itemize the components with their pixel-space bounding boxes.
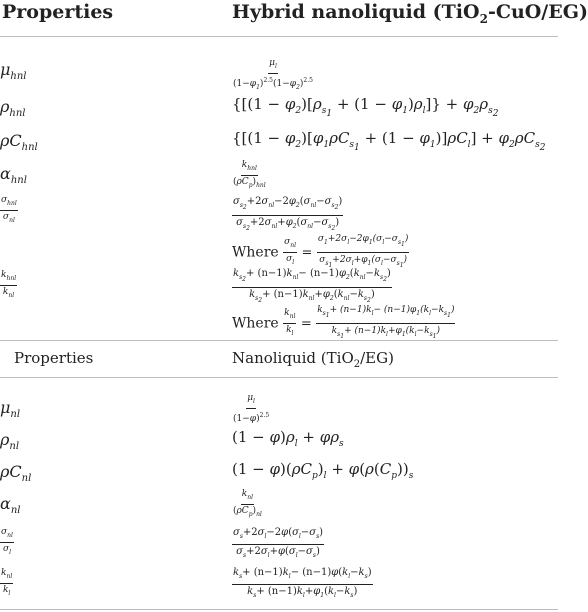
symbol-rho-hnl: $\rho_{hnl}$ xyxy=(0,97,26,120)
symbol-mu-nl: $\mu_{nl}$ xyxy=(0,398,21,421)
table-header xyxy=(0,0,588,37)
formula-k-hnl: $\frac{k_{s_2}+ (n-1)k_{nl}- (n-1)\varphi_2(k_{nl}-k_{s_2})}{k_{s_2}+ (n-1)k_{nl}+\varphi_2(k_{nl}-k_{s_2})}$ xyxy=(233,268,391,305)
header-hybrid-nanoliquid: Hybrid nanoliquid (TiO$_2$-CuO/EG) xyxy=(232,1,588,26)
formula-rho-nl: $(1 - \varphi)\rho_l + \varphi\rho_s$ xyxy=(232,428,344,449)
where-k-line: Where $\frac{k_{nl}}{k_l}$ = $\frac{k_{s_1}+ (n-1)k_l- (n-1)\varphi_1(k_l-k_{s_1})}{k_{s_1}+ (n-1)k_l+\varphi_1(k_l-k_{s_1})}$ xyxy=(232,305,455,340)
symbol-alpha-hnl: $\alpha_{hnl}$ xyxy=(0,164,27,187)
formula-alpha-nl: $\frac{k_{nl}}{(\rho C_p)_{nl}}$ xyxy=(233,489,262,518)
symbol-rhoc-nl: $\rho C_{nl}$ xyxy=(0,462,32,485)
symbol-alpha-nl: $\alpha_{nl}$ xyxy=(0,494,21,517)
section2-nanoliquid: Nanoliquid (TiO$_2$/EG) xyxy=(232,349,394,370)
where-word-2: Where xyxy=(232,315,279,332)
symbol-rhoc-hnl: $\rho C_{hnl}$ xyxy=(0,131,38,154)
header-properties: Properties xyxy=(2,1,114,23)
formula-k-nl: $\frac{k_s+ (n-1)k_l- (n-1)\varphi(k_l-k_s)}{k_s+ (n-1)k_l+\varphi_1(k_l-k_s)}$ xyxy=(233,567,372,599)
formula-mu-nl: $\frac{\mu_l}{(1-\varphi)^{2.5}}$ xyxy=(233,393,270,424)
formula-rhoc-nl: $(1 - \varphi)(\rho C_p)_l + \varphi(\rho(C_p))_s$ xyxy=(232,460,414,481)
symbol-k-ratio-nl: $\frac{k_{nl}}{k_l}$ xyxy=(1,568,13,597)
symbol-k-ratio-hnl: $\frac{k_{hnl}}{k_{nl}}$ xyxy=(1,270,17,299)
where-word: Where xyxy=(232,244,279,261)
formula-rho-hnl: {$[(1 - \varphi_2)[\rho_{s_1} + (1 - \varphi_1)\rho_l]\} + \varphi_2\rho_{s_2}$ xyxy=(232,95,499,119)
formula-mu-hnl: $\frac{\mu_l}{(1-\varphi_1)^{2.5}(1-\varphi_2)^{2.5}}$ xyxy=(233,58,313,91)
formula-sigma-nl: $\frac{\sigma_s+2\sigma_l-2\varphi(\sigma_l-\sigma_s)}{\sigma_s+2\sigma_l+\varphi(\sigma_l-\sigma_s)}$ xyxy=(233,527,324,559)
formula-sigma-hnl: $\frac{\sigma_{s_2}+2\sigma_{nl}-2\varphi_2(\sigma_{nl}-\sigma_{s_2})}{\sigma_{s_2}+2\sigma_{nl}+\varphi_2(\sigma_{nl}-\sigma_{s_2})}$ xyxy=(233,196,343,233)
formula-alpha-hnl: $\frac{k_{hnl}}{(\rho C_p)_{hnl}}$ xyxy=(233,160,266,189)
where-sigma-line: Where $\frac{\sigma_{nl}}{\sigma_l}$ = $\frac{\sigma_1+2\sigma_l-2\varphi_1(\sigma_l-\sigma_{s_1})}{\sigma_{s_1}+2\sigma_l+\varphi_1(\sigma_l-\sigma_{s_1})}$ xyxy=(232,234,409,269)
section-divider-top xyxy=(0,340,558,341)
symbol-mu-hnl: $\mu_{hnl}$ xyxy=(0,60,27,83)
symbol-sigma-ratio-hnl: $\frac{\sigma_{hnl}}{\sigma_{nl}}$ xyxy=(1,195,17,224)
symbol-rho-nl: $\rho_{nl}$ xyxy=(0,430,20,453)
section2-properties: Properties xyxy=(14,349,94,367)
table-bottom-rule xyxy=(0,609,558,610)
symbol-sigma-ratio-nl: $\frac{\sigma_{nl}}{\sigma_l}$ xyxy=(1,527,13,556)
formula-rhoc-hnl: {$[(1 - \varphi_2)[\varphi_1\rho C_{s_1} + (1 - \varphi_1)]\rho C_l] + \varphi_2\rho C_{s_2}$ xyxy=(232,129,546,153)
section-divider-bottom xyxy=(0,377,558,378)
